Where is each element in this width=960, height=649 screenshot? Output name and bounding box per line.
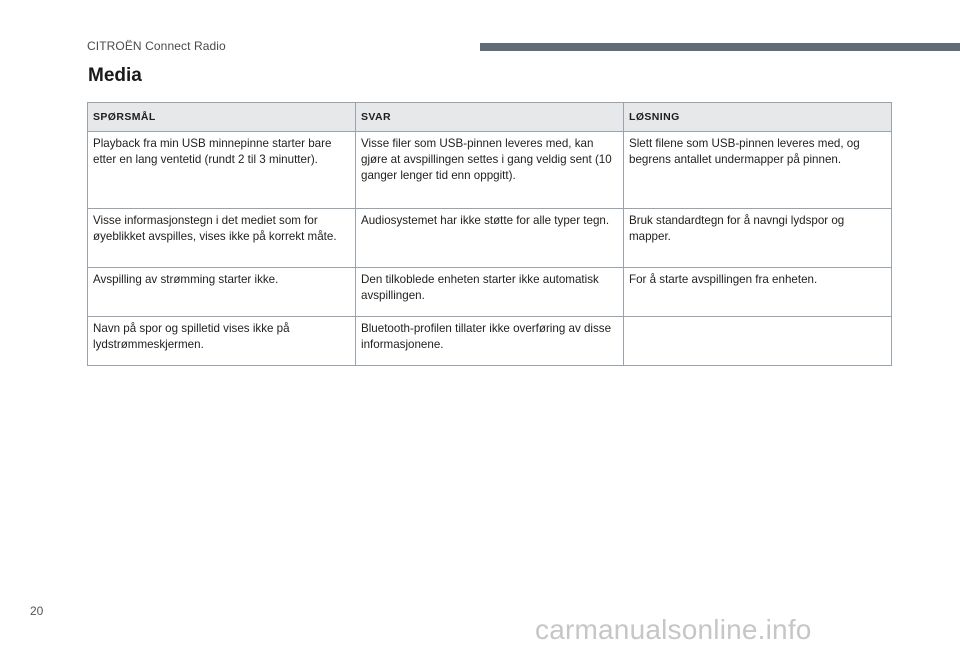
column-header-answer: SVAR bbox=[356, 103, 624, 132]
answer-cell: Audiosystemet har ikke støtte for alle typer tegn. bbox=[356, 209, 624, 268]
question-cell: Navn på spor og spilletid vises ikke på lydstrømmeskjermen. bbox=[88, 317, 356, 366]
table-row bbox=[88, 132, 892, 209]
manual-header-title: CITROËN Connect Radio bbox=[87, 39, 226, 53]
table-row bbox=[88, 317, 892, 366]
watermark-text: carmanualsonline.info bbox=[535, 614, 812, 645]
solution-cell bbox=[624, 317, 892, 366]
answer-cell: Den tilkoblede enheten starter ikke automatisk avspillingen. bbox=[356, 268, 624, 317]
question-cell: Playback fra min USB minnepinne starter bare etter en lang ventetid (rundt 2 til 3 minutter). bbox=[88, 132, 356, 209]
column-header-solution: LØSNING bbox=[624, 103, 892, 132]
solution-cell: For å starte avspillingen fra enheten. bbox=[624, 268, 892, 317]
table-header-row bbox=[88, 103, 892, 132]
solution-cell: Slett filene som USB-pinnen leveres med, og begrens antallet undermapper på pinnen. bbox=[624, 132, 892, 209]
header-bar bbox=[480, 43, 960, 51]
solution-cell: Bruk standardtegn for å navngi lydspor og mapper. bbox=[624, 209, 892, 268]
question-cell: Visse informasjonstegn i det mediet som for øyeblikket avspilles, vises ikke på korrekt måte. bbox=[88, 209, 356, 268]
answer-cell: Visse filer som USB-pinnen leveres med, kan gjøre at avspillingen settes i gang veldig sent (10 ganger lenger tid enn oppgitt). bbox=[356, 132, 624, 209]
question-cell: Avspilling av strømming starter ikke. bbox=[88, 268, 356, 317]
table-row bbox=[88, 268, 892, 317]
column-header-question: SPØRSMÅL bbox=[88, 103, 356, 132]
table-row bbox=[88, 209, 892, 268]
faq-table bbox=[87, 102, 892, 366]
page-number: 20 bbox=[30, 604, 44, 618]
answer-cell: Bluetooth-profilen tillater ikke overføring av disse informasjonene. bbox=[356, 317, 624, 366]
section-title: Media bbox=[88, 65, 142, 86]
